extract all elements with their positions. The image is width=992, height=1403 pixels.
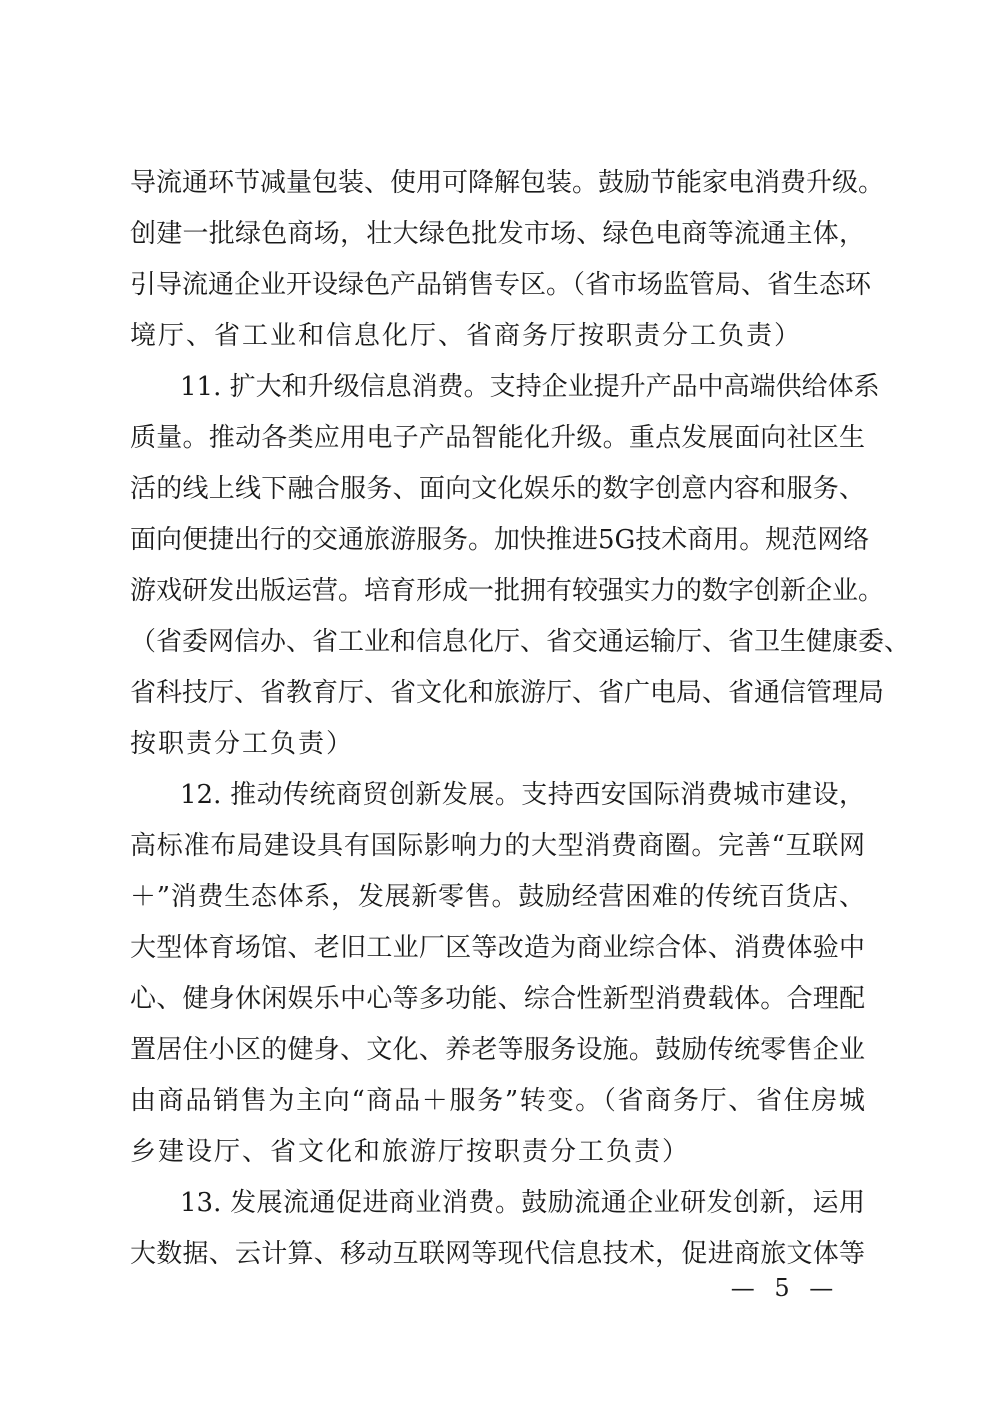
text-line: 按职责分工负责） <box>130 729 355 759</box>
text-line: 引导流通企业开设绿色产品销售专区。（省市场监管局、省生态环 <box>130 270 872 300</box>
paragraph-heading-line: 13. 发展流通促进商业消费。鼓励流通企业研发创新，运用 <box>180 1188 865 1218</box>
text-line: 质量。推动各类应用电子产品智能化升级。重点发展面向社区生 <box>130 423 865 453</box>
text-line: 活的线上线下融合服务、面向文化娱乐的数字创意内容和服务、 <box>130 474 865 504</box>
text-line: 境厅、省工业和信息化厅、省商务厅按职责分工负责） <box>130 321 803 351</box>
text-line: 心、健身休闲娱乐中心等多功能、综合性新型消费载体。合理配 <box>130 984 865 1014</box>
text-line: 置居住小区的健身、文化、养老等服务设施。鼓励传统零售企业 <box>130 1035 865 1065</box>
text-line: （省委网信办、省工业和信息化厅、省交通运输厅、省卫生健康委、 <box>130 627 911 657</box>
page-number: — 5 — <box>730 1274 840 1302</box>
text-line: 省科技厅、省教育厅、省文化和旅游厅、省广电局、省通信管理局 <box>130 678 885 708</box>
text-line: 导流通环节减量包装、使用可降解包装。鼓励节能家电消费升级。 <box>130 168 885 198</box>
text-line: 游戏研发出版运营。培育形成一批拥有较强实力的数字创新企业。 <box>130 576 885 606</box>
text-line: 大型体育场馆、老旧工业厂区等改造为商业综合体、消费体验中 <box>130 933 865 963</box>
text-line: 由商品销售为主向“商品＋服务”转变。（省商务厅、省住房城 <box>130 1086 865 1116</box>
text-line: 乡建设厅、省文化和旅游厅按职责分工负责） <box>130 1137 691 1167</box>
text-line: 面向便捷出行的交通旅游服务。加快推进5G技术商用。规范网络 <box>130 525 870 555</box>
text-line: 高标准布局建设具有国际影响力的大型消费商圈。完善“互联网 <box>130 831 865 861</box>
paragraph-heading-line: 12. 推动传统商贸创新发展。支持西安国际消费城市建设， <box>180 780 865 810</box>
text-line: 创建一批绿色商场，壮大绿色批发市场、绿色电商等流通主体， <box>130 219 865 249</box>
paragraph-heading-line: 11. 扩大和升级信息消费。支持企业提升产品中高端供给体系 <box>180 372 880 402</box>
text-line: ＋”消费生态体系，发展新零售。鼓励经营困难的传统百货店、 <box>130 882 865 912</box>
text-line: 大数据、云计算、移动互联网等现代信息技术，促进商旅文体等 <box>130 1239 865 1269</box>
